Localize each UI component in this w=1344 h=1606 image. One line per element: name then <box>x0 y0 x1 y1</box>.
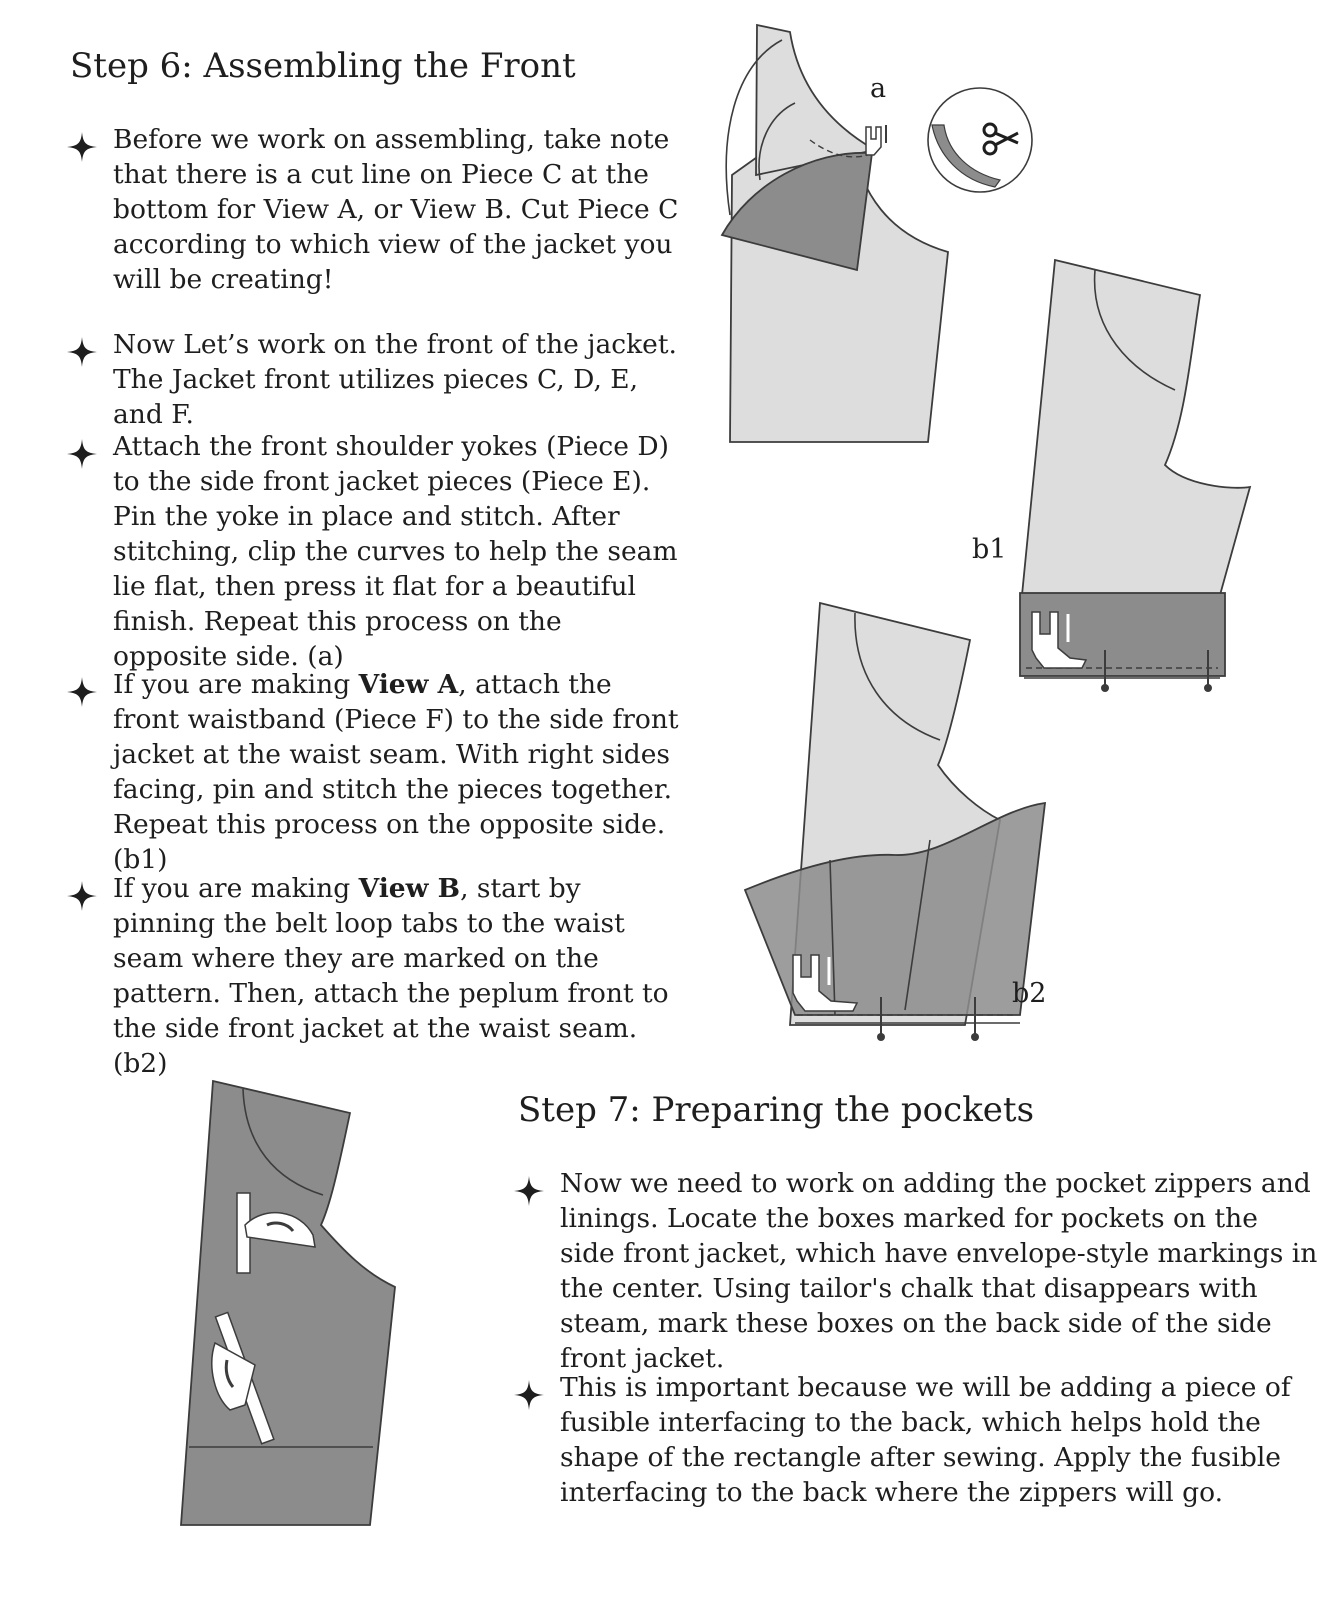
side-front-piece <box>1022 260 1250 595</box>
step7-bullet-list <box>518 1166 1318 1510</box>
step6-bullet <box>71 122 681 327</box>
bullet-emphasis: View B <box>358 873 461 904</box>
step7-bullet <box>518 1370 1318 1510</box>
figure-pocket-marking <box>175 1075 405 1535</box>
side-front-piece <box>181 1081 395 1525</box>
four-point-star-icon <box>65 335 99 369</box>
step6-bullet <box>71 327 681 429</box>
bullet-text: Before we work on assembling, take note that there is a cut line on Piece C at the bottom for View A, or View B. Cut Piece C according to which view of the jacket you will be creating! <box>113 124 679 295</box>
four-point-star-icon <box>512 1174 546 1208</box>
label-b2: b2 <box>1012 978 1047 1009</box>
bullet-text: Attach the front shoulder yokes (Piece D) to the side front jacket pieces (Piece E). Pin the yoke in place and stitch. After stitching, clip the curves to help the seam lie flat, then press it flat for a beautiful finish. Repeat this process on the opposite side. (a) <box>113 431 678 672</box>
bullet-text: , start by pinning the belt loop tabs to the waist seam where they are marked on the pattern. Then, attach the peplum front to the side front jacket at the waist seam. (b2) <box>113 873 669 1079</box>
four-point-star-icon <box>512 1378 546 1412</box>
step6-bullet <box>71 667 681 875</box>
bullet-text: If you are making <box>113 873 359 904</box>
label-b1: b1 <box>972 534 1007 565</box>
bullet-text: Now we need to work on adding the pocket zippers and linings. Locate the boxes marked for pockets on the side front jacket, which have envelope-style markings in the center. Using tailor's chalk that disappears with steam, mark these boxes on the back side of the side front jacket. <box>560 1168 1318 1374</box>
bullet-text: , attach the front waistband (Piece F) to the side front jacket at the waist seam. With right sides facing, pin and stitch the pieces together. Repeat this process on the opposite side. (b1) <box>113 669 679 875</box>
step6-title: Step 6: Assembling the Front <box>70 46 576 86</box>
four-point-star-icon <box>65 675 99 709</box>
four-point-star-icon <box>65 130 99 164</box>
step6-bullet <box>71 871 681 1081</box>
bullet-emphasis: View A <box>358 669 459 700</box>
four-point-star-icon <box>65 879 99 913</box>
step7-bullet <box>518 1166 1318 1374</box>
bullet-text: If you are making <box>113 669 359 700</box>
label-a: a <box>870 73 887 104</box>
step6-bullet-list <box>71 122 681 1081</box>
step6-bullet <box>71 429 681 672</box>
bullet-text: This is important because we will be adding a piece of fusible interfacing to the back, which helps hold the shape of the rectangle after sewing. Apply the fusible interfacing to the back where the zippers will go. <box>560 1372 1291 1508</box>
four-point-star-icon <box>65 437 99 471</box>
figure-b2-peplum <box>735 595 1075 1055</box>
presser-foot-icon <box>866 125 886 155</box>
bullet-text: Now Let’s work on the front of the jacket. The Jacket front utilizes pieces C, D, E, and F. <box>113 329 677 430</box>
step7-title: Step 7: Preparing the pockets <box>518 1090 1035 1130</box>
